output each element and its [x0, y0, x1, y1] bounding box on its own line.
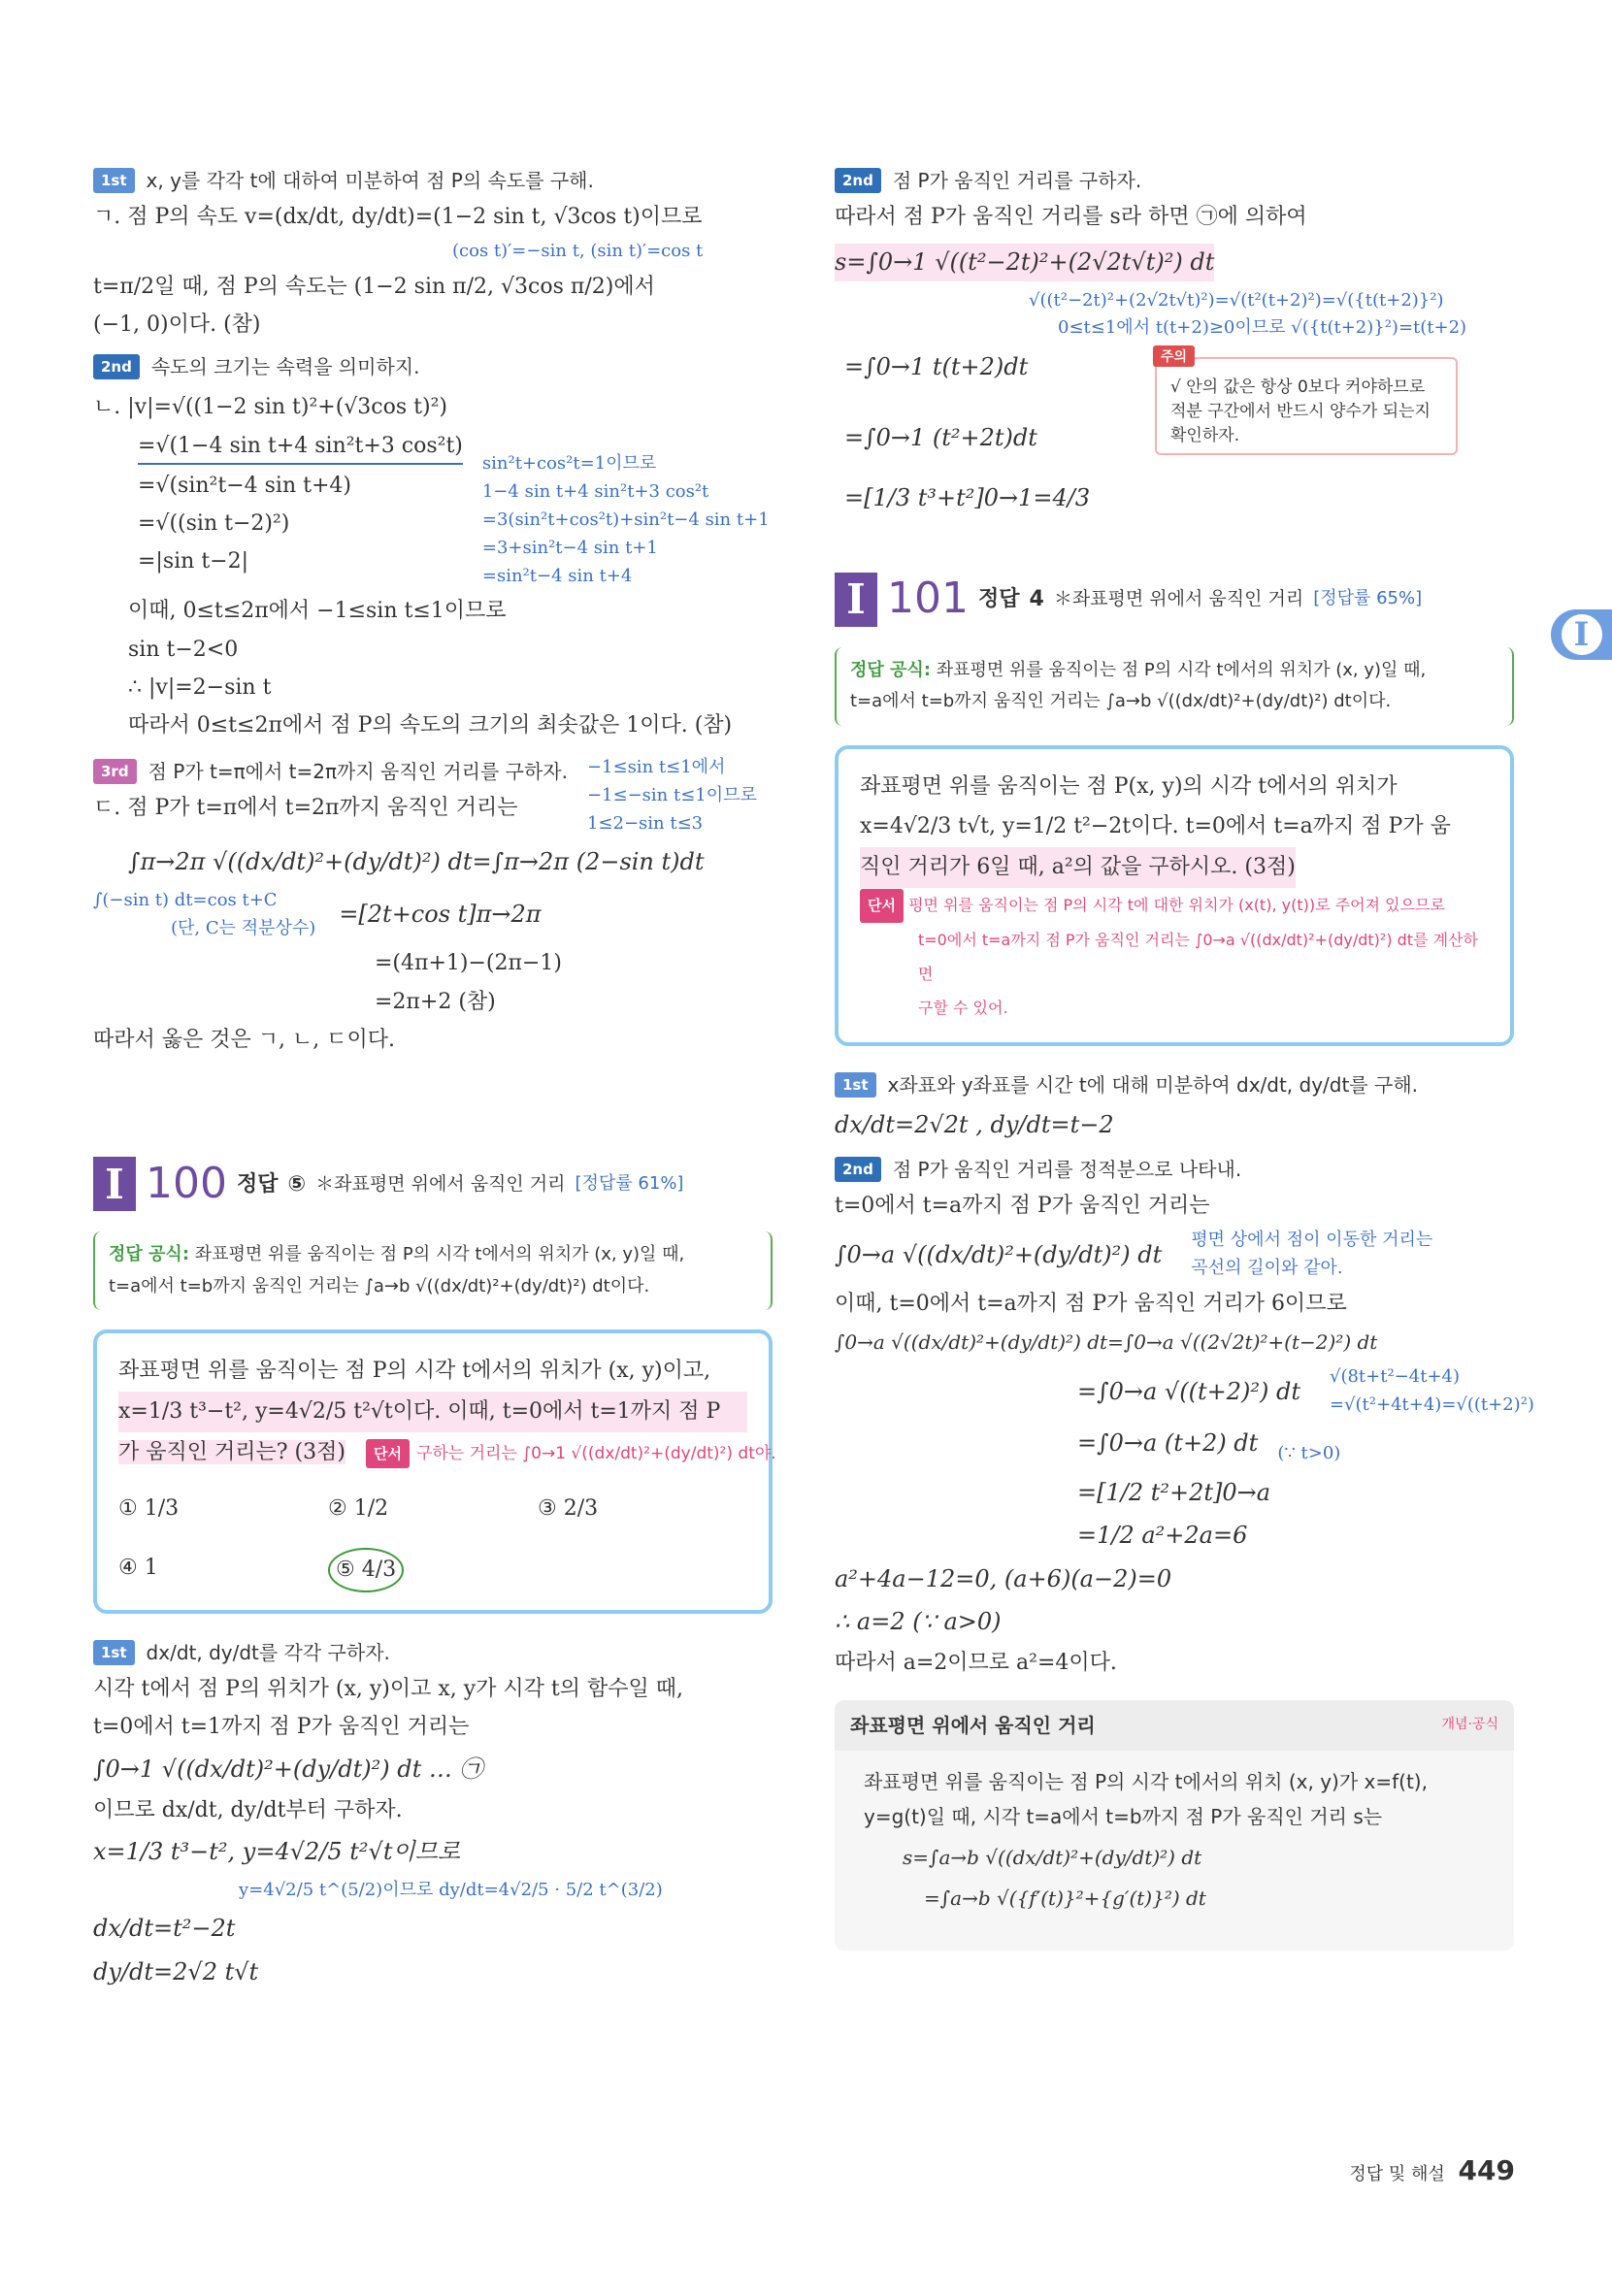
formula-text: 좌표평면 위를 움직이는 점 P의 시각 t에서의 위치가 (x, y)일 때, — [194, 1244, 685, 1265]
solution-line: =√(1−4 sin t+4 sin²t+3 cos²t) — [138, 429, 463, 465]
problem-text: 직인 거리가 6일 때, a²의 값을 구하시오. (3점) — [860, 847, 1296, 888]
chapter-tab[interactable] — [1551, 609, 1612, 660]
side-note: (cos t)′=−sin t, (sin t)′=cos t — [452, 241, 704, 262]
problem-header-100 — [93, 1150, 773, 1218]
step-text: 속도의 크기는 속력을 의미하지. — [150, 355, 420, 379]
math-line: =[1/3 t³+t²]0→1=4/3 — [844, 483, 1091, 511]
solution-line: 이때, 0≤t≤2π에서 −1≤sin t≤1이므로 — [128, 599, 507, 624]
step-text: 점 P가 t=π에서 t=2π까지 움직인 거리를 구하자. — [148, 760, 568, 784]
solution-line: 이때, t=0에서 t=a까지 점 P가 움직인 거리가 6이므로 — [835, 1291, 1347, 1316]
side-note: 평면 상에서 점이 이동한 거리는 — [1191, 1230, 1433, 1251]
side-note: −1≤−sin t≤1이므로 — [586, 784, 757, 805]
step-text: dx/dt, dy/dt를 각각 구하자. — [146, 1641, 390, 1665]
formula-text: t=a에서 t=b까지 움직인 거리는 ∫a→b √((dx/dt)²+(dy/dt)²) dt이다. — [109, 1275, 650, 1296]
solution-line: =(4π+1)−(2π−1) — [375, 951, 562, 976]
hint-text: t=0에서 t=a까지 점 P가 움직인 거리는 ∫0→a √((dx/dt)²+(dy/dt)²) dt를 계산하면 — [918, 930, 1478, 984]
solution-line: t=0에서 t=a까지 점 P가 움직인 거리는 — [835, 1193, 1210, 1218]
formula-text: t=a에서 t=b까지 움직인 거리는 ∫a→b √((dx/dt)²+(dy/dt)²) dt이다. — [850, 691, 1392, 712]
solution-line: =2π+2 (참) — [375, 989, 496, 1014]
step-text: x좌표와 y좌표를 시간 t에 대해 미분하여 dx/dt, dy/dt를 구해. — [887, 1073, 1419, 1098]
problem-text: 좌표평면 위를 움직이는 점 P의 시각 t에서의 위치가 (x, y)이고, — [118, 1359, 711, 1384]
correct-rate: [정답률 61%] — [575, 1172, 684, 1194]
chapter-tab-label: I — [1562, 614, 1602, 655]
formula-label: 정답 공식: — [109, 1244, 190, 1265]
side-note: =3(sin²t+cos²t)+sin²t−4 sin t+1 — [481, 508, 770, 530]
answer-label: 정답 — [236, 1171, 279, 1197]
step-badge: 1st — [835, 1072, 876, 1098]
step-badge: 2nd — [835, 168, 881, 193]
math-line: ∫0→a √((dx/dt)²+(dy/dt)²) dt=∫0→a √((2√2t)²+(t−2)²) dt — [835, 1329, 1378, 1354]
integral-row — [835, 1419, 1514, 1467]
step-1-q101 — [835, 1069, 1514, 1100]
solution-line: ㄷ. 점 P가 t=π에서 t=2π까지 움직인 거리는 — [93, 796, 518, 821]
hint-text: 구할 수 있어. — [918, 999, 1008, 1018]
solution-line: ∴ |v|=2−sin t — [128, 674, 272, 700]
step-2-right — [835, 165, 1514, 196]
math-line: x=1/3 t³−t², y=4√2/5 t²√t이므로 — [93, 1838, 461, 1866]
solution-line: t=π/2일 때, 점 P의 속도는 (1−2 sin π/2, √3cos π/2)에서 — [93, 274, 655, 299]
side-note: ∫(−sin t) dt=cos t+C — [93, 889, 278, 910]
concept-formula: =∫a→b √({f′(t)}²+{g′(t)}²) dt — [924, 1886, 1206, 1910]
concept-formula: s=∫a→b √((dx/dt)²+(dy/dt)²) dt — [903, 1845, 1202, 1869]
math-line: =1/2 a²+2a=6 — [1077, 1522, 1248, 1550]
side-note: 곡선의 길이와 같아. — [1191, 1257, 1343, 1278]
conclusion: 따라서 옳은 것은 ㄱ, ㄴ, ㄷ이다. — [93, 1027, 395, 1052]
solution-line: =√((sin t−2)²) — [138, 510, 290, 536]
hint-tag: 단서 — [366, 1439, 410, 1469]
solution-line: t=0에서 t=1까지 점 P가 움직인 거리는 — [93, 1715, 470, 1740]
solution-line: 이므로 dx/dt, dy/dt부터 구하자. — [93, 1797, 403, 1822]
problem-topic: ＊좌표평면 위에서 움직인 거리 — [1053, 588, 1304, 610]
formula-text: 좌표평면 위를 움직이는 점 P의 시각 t에서의 위치가 (x, y)일 때, — [936, 659, 1427, 680]
integral-row — [93, 887, 773, 943]
caution-note — [1155, 349, 1458, 455]
side-note: 1−4 sin t+4 sin²t+3 cos²t — [481, 481, 709, 503]
side-note: =3+sin²t−4 sin t+1 — [481, 537, 658, 558]
formula-label: 정답 공식: — [850, 659, 932, 680]
left-column — [93, 155, 776, 1996]
choice-1[interactable]: ① 1/3 — [118, 1495, 180, 1521]
math-line: =[2t+cos t]π→2π — [339, 901, 542, 929]
problem-number: 100 — [146, 1159, 227, 1209]
concept-box — [835, 1700, 1514, 1951]
hint-block — [860, 888, 1489, 1026]
page-footer — [1349, 2154, 1515, 2186]
solution-line: ㄱ. 점 P의 속도 v=(dx/dt, dy/dt)=(1−2 sin t, √3cos t)이므로 — [93, 205, 703, 229]
problem-box-100 — [93, 1329, 776, 1614]
solution-line: 시각 t에서 점 P의 위치가 (x, y)이고 x, y가 시각 t의 함수일 때, — [93, 1677, 684, 1702]
solution-line: sin t−2<0 — [128, 637, 239, 662]
math-line: ∫0→a √((dx/dt)²+(dy/dt)²) dt — [835, 1240, 1163, 1268]
step-2-q101 — [835, 1154, 1514, 1185]
integral-row — [835, 1227, 1514, 1283]
side-note: =√(t²+4t+4)=√((t+2)²) — [1329, 1394, 1534, 1415]
solution-line: 따라서 0≤t≤2π에서 점 P의 속도의 크기의 최솟값은 1이다. (참) — [128, 712, 733, 738]
side-note: y=4√2/5 t^(5/2)이므로 dy/dt=4√2/5 · 5/2 t^(3/2) — [239, 1879, 663, 1900]
step-badge: 1st — [93, 1640, 135, 1665]
choice-5-correct[interactable]: ⑤ 4/3 — [328, 1548, 404, 1592]
hint-text: 평면 위를 움직이는 점 P의 시각 t에 대한 위치가 (x(t), y(t))로 주어져 있으므로 — [908, 895, 1445, 914]
concept-text: y=g(t)일 때, 시각 t=a에서 t=b까지 점 P가 움직인 거리 s는 — [864, 1804, 1383, 1828]
choice-2[interactable]: ② 1/2 — [328, 1495, 389, 1521]
hint-text: 구하는 거리는 ∫0→1 √((dx/dt)²+(dy/dt)²) dt야. — [415, 1443, 776, 1463]
side-note: 0≤t≤1에서 t(t+2)≥0이므로 √({t(t+2)}²)=t(t+2) — [1058, 317, 1467, 339]
step-2-left — [93, 351, 773, 382]
hint-tag: 단서 — [860, 889, 904, 923]
step-1-left — [93, 165, 773, 196]
answer-choices — [118, 1489, 747, 1593]
math-line: =∫0→1 (t²+2t)dt — [844, 423, 1037, 451]
step-badge: 2nd — [93, 354, 140, 379]
math-line: s=∫0→1 √((t²−2t)²+(2√2t√t)²) dt — [835, 244, 1214, 280]
math-line: ∫π→2π √((dx/dt)²+(dy/dt)²) dt=∫π→2π (2−sin t)dt — [128, 848, 705, 876]
side-note: (단, C는 적분상수) — [171, 917, 316, 938]
answer-value: ⑤ — [287, 1171, 307, 1197]
side-note: −1≤sin t≤1에서 — [586, 757, 726, 778]
step-badge: 1st — [93, 168, 135, 193]
math-line: =[1/2 t²+2t]0→a — [1077, 1478, 1271, 1506]
correct-rate: [정답률 65%] — [1313, 588, 1423, 609]
problem-box-101 — [835, 745, 1514, 1047]
unit-mark: I — [93, 1157, 136, 1211]
step-text: 점 P가 움직인 거리를 정적분으로 나타내. — [892, 1157, 1242, 1181]
problem-text: x=1/3 t³−t², y=4√2/5 t²√t이다. 이때, t=0에서 t=1까지 점 P — [118, 1392, 747, 1432]
step-text: 점 P가 움직인 거리를 구하자. — [892, 169, 1142, 192]
unit-mark: I — [835, 573, 877, 627]
integral-row — [835, 1363, 1534, 1420]
problem-number: 101 — [887, 574, 969, 624]
problem-text: 가 움직인 거리는? (3점) — [118, 1439, 345, 1464]
step-1-q100 — [93, 1637, 773, 1668]
choice-3[interactable]: ③ 2/3 — [538, 1495, 599, 1521]
math-line: =∫0→a (t+2) dt — [1077, 1429, 1259, 1458]
step-badge: 2nd — [835, 1157, 881, 1182]
math-line: =∫0→a √((t+2)²) dt — [1077, 1377, 1300, 1405]
step-3-left — [93, 756, 568, 787]
page-number: 449 — [1458, 2154, 1515, 2186]
concept-header — [835, 1700, 1514, 1751]
footer-label: 정답 및 해설 — [1349, 2164, 1445, 2184]
concept-title: 좌표평면 위에서 움직인 거리 — [850, 1713, 1096, 1737]
caution-tag: 주의 — [1153, 345, 1195, 367]
math-line: dx/dt=2√2t , dy/dt=t−2 — [835, 1111, 1114, 1139]
solution-line: (−1, 0)이다. (참) — [93, 312, 261, 338]
step-3-block — [93, 746, 773, 837]
math-line: a²+4a−12=0, (a+6)(a−2)=0 — [835, 1564, 1172, 1592]
problem-text: x=4√2/3 t√t, y=1/2 t²−2t이다. t=0에서 t=a까지 점 P가 움 — [860, 814, 1451, 839]
math-line: =∫0→1 t(t+2)dt — [844, 353, 1029, 381]
side-note: √(8t+t²−4t+4) — [1329, 1365, 1461, 1387]
answer-formula-box — [835, 647, 1514, 726]
math-line: dx/dt=t²−2t — [93, 1915, 236, 1943]
answer-formula-box — [93, 1231, 773, 1310]
concept-tag: 개념·공식 — [1441, 1717, 1498, 1733]
solution-line: =√(sin²t−4 sin t+4) — [138, 473, 351, 498]
math-line: ∴ a=2 (∵ a>0) — [835, 1607, 1002, 1635]
side-note: (∵ t>0) — [1277, 1443, 1341, 1464]
problem-text: 좌표평면 위를 움직이는 점 P(x, y)의 시각 t에서의 위치가 — [860, 773, 1398, 799]
side-note: √((t²−2t)²+(2√2t√t)²)=√(t²(t+2)²)=√({t(t+2)}²) — [1029, 289, 1444, 311]
answer-value: 4 — [1029, 586, 1044, 611]
step-badge: 3rd — [93, 759, 137, 784]
caution-text: √ 안의 값은 항상 0보다 커야하므로 적분 구간에서 반드시 양수가 되는지 확인하자. — [1170, 377, 1431, 445]
side-note: 1≤2−sin t≤3 — [586, 812, 704, 834]
side-note: sin²t+cos²t=1이므로 — [481, 453, 657, 475]
answer-label: 정답 — [977, 586, 1020, 611]
derivation-block — [93, 386, 773, 590]
choice-4[interactable]: ④ 1 — [118, 1556, 158, 1581]
step-text: x, y를 각각 t에 대하여 미분하여 점 P의 속도를 구해. — [146, 169, 594, 192]
math-line: ∫0→1 √((dx/dt)²+(dy/dt)²) dt … ㉠ — [93, 1755, 483, 1783]
problem-header-101 — [835, 565, 1514, 633]
solution-line: ㄴ. |v|=√((1−2 sin t)²+(√3cos t)²) — [93, 395, 447, 420]
problem-topic: ＊좌표평면 위에서 움직인 거리 — [315, 1173, 566, 1196]
solution-line: =|sin t−2| — [138, 549, 249, 574]
side-note: =sin²t−4 sin t+4 — [481, 565, 633, 586]
concept-body — [835, 1751, 1514, 1935]
math-line: dy/dt=2√2 t√t — [93, 1957, 259, 1985]
solution-line: 따라서 점 P가 움직인 거리를 s라 하면 ㉠에 의하여 — [835, 205, 1307, 229]
concept-text: 좌표평면 위를 움직이는 점 P의 시각 t에서의 위치 (x, y)가 x=f(t), — [864, 1769, 1428, 1793]
solution-line: 따라서 a=2이므로 a²=4이다. — [835, 1651, 1117, 1676]
